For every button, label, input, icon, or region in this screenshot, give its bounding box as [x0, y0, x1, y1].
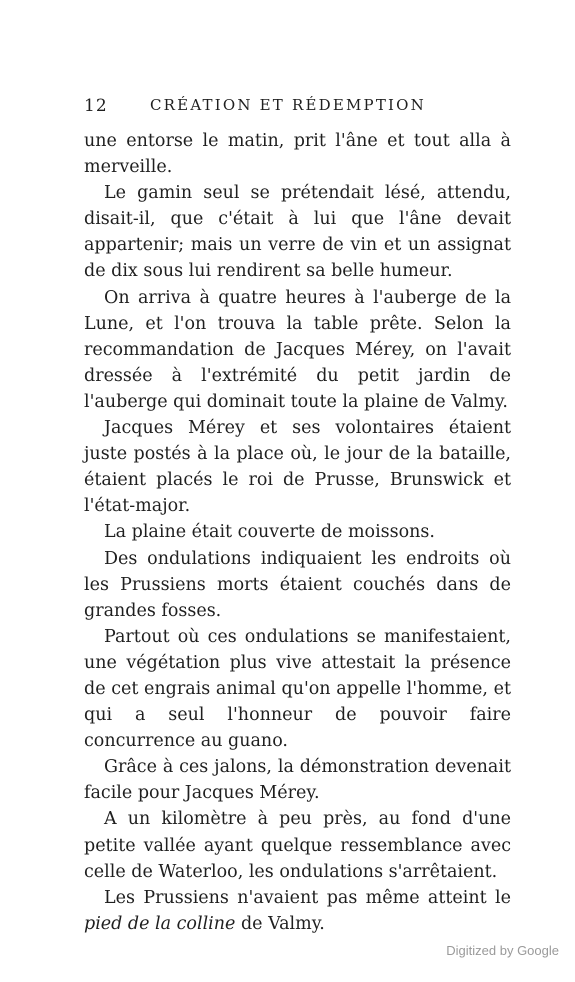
- paragraph: Grâce à ces jalons, la démonstration devenait facile pour Jacques Mérey.: [84, 757, 511, 804]
- paragraph: Des ondulations indiquaient les endroits où les Prussiens morts étaient couchés dans de grandes fosses.: [84, 548, 511, 621]
- running-title: CRÉATION ET RÉDEMPTION: [150, 96, 427, 114]
- paragraph: une entorse le matin, prit l'âne et tout alla à merveille.: [84, 131, 511, 178]
- paragraph: Le gamin seul se prétendait lésé, attendu, disait-il, que c'était à lui que l'âne devait appartenir; mais un verre de vin et un assignat de dix sous lui rendirent sa belle humeur.: [84, 183, 511, 282]
- paragraph: A un kilomètre à peu près, au fond d'une petite vallée ayant quelque ressemblance avec celle de Waterloo, les ondulations s'arrêtaient.: [84, 809, 511, 882]
- page-header: [84, 96, 514, 118]
- paragraph: On arriva à quatre heures à l'auberge de la Lune, et l'on trouva la table prête. Selon la recommandation de Jacques Mérey, on l'avait dressée à l'extrémité du petit jardin de l'auberge qui dominait toute la plaine de Valmy.: [84, 287, 511, 412]
- page-number: 12: [84, 96, 108, 116]
- paragraph: La plaine était couverte de moissons.: [104, 522, 435, 543]
- italic-phrase: pied de la colline: [84, 913, 236, 934]
- body-text: [84, 128, 511, 937]
- last-paragraph-text: Les Prussiens n'avaient pas même atteint le: [104, 887, 511, 908]
- last-paragraph: [84, 885, 511, 937]
- paragraph: Jacques Mérey et ses volontaires étaient juste postés à la place où, le jour de la bataille, étaient placés le roi de Prusse, Brunswick et l'état-major.: [84, 418, 511, 517]
- digitized-watermark: Digitized by Google: [446, 943, 559, 958]
- paragraph: Partout où ces ondulations se manifestaient, une végétation plus vive attestait la présence de cet engrais animal qu'on appelle l'homme, et qui a seul l'honneur de pouvoir faire concurrence au guano.: [84, 626, 511, 752]
- last-paragraph-end: de Valmy.: [235, 913, 325, 934]
